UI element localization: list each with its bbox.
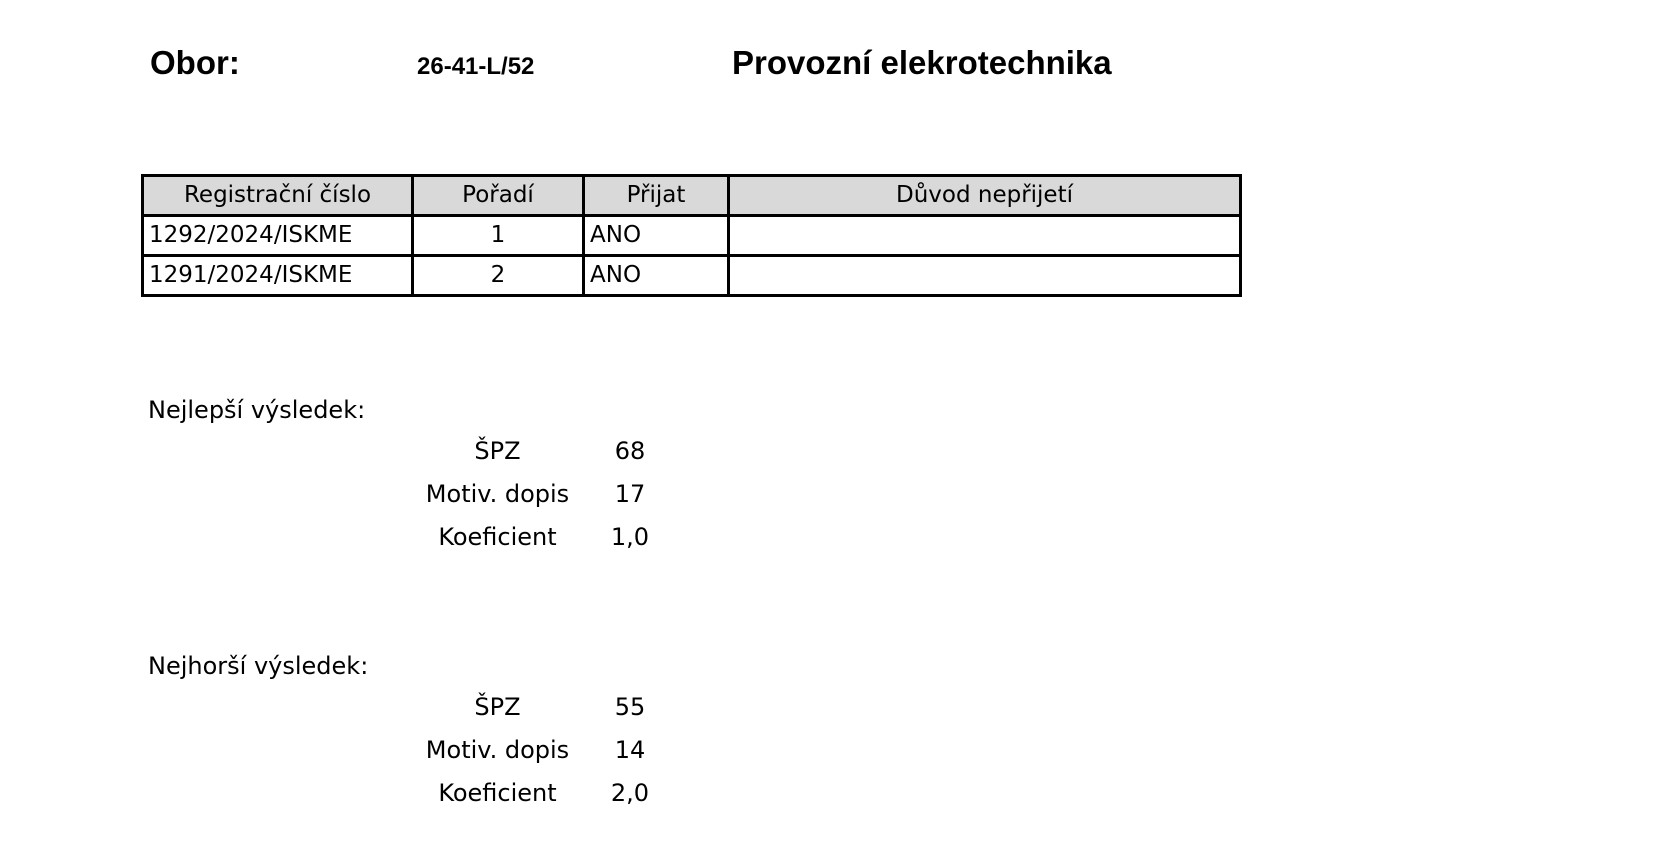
- stat-value: 14: [614, 736, 646, 764]
- table-row: [143, 256, 1241, 296]
- stat-label: Motiv. dopis: [425, 736, 570, 764]
- best-stat-row: [400, 523, 700, 563]
- stat-label: Koeficient: [438, 779, 557, 807]
- worst-stat-row: [400, 779, 700, 819]
- table-header-row: [143, 176, 1241, 216]
- stat-label: Motiv. dopis: [425, 480, 570, 508]
- best-result-label: Nejlepší výsledek:: [148, 396, 366, 424]
- column-header-registration-number: Registrační číslo: [143, 176, 413, 216]
- admissions-table: [141, 174, 1242, 297]
- stat-label: ŠPZ: [474, 437, 521, 465]
- admitted-cell: ANO: [584, 216, 729, 256]
- obor-name: Provozní elekrotechnika: [732, 44, 1112, 81]
- table-row: [143, 216, 1241, 256]
- worst-stat-row: [400, 736, 700, 776]
- worst-result-label: Nejhorší výsledek:: [148, 652, 369, 680]
- registration-number-cell: 1292/2024/ISKME: [143, 216, 413, 256]
- obor-label: Obor:: [150, 44, 240, 81]
- stat-value: 17: [614, 480, 646, 508]
- obor-code: 26-41-L/52: [417, 53, 535, 80]
- stat-value: 55: [614, 693, 646, 721]
- rejection-reason-cell: [729, 216, 1241, 256]
- admitted-cell: ANO: [584, 256, 729, 296]
- rank-cell: 2: [413, 256, 584, 296]
- column-header-admitted: Přijat: [584, 176, 729, 216]
- rejection-reason-cell: [729, 256, 1241, 296]
- stat-value: 1,0: [610, 523, 650, 551]
- rank-cell: 1: [413, 216, 584, 256]
- column-header-rejection-reason: Důvod nepřijetí: [729, 176, 1241, 216]
- stat-value: 2,0: [610, 779, 650, 807]
- stat-value: 68: [614, 437, 646, 465]
- registration-number-cell: 1291/2024/ISKME: [143, 256, 413, 296]
- best-stat-row: [400, 480, 700, 520]
- stat-label: ŠPZ: [474, 693, 521, 721]
- column-header-rank: Pořadí: [413, 176, 584, 216]
- worst-stat-row: [400, 693, 700, 733]
- stat-label: Koeficient: [438, 523, 557, 551]
- best-stat-row: [400, 437, 700, 477]
